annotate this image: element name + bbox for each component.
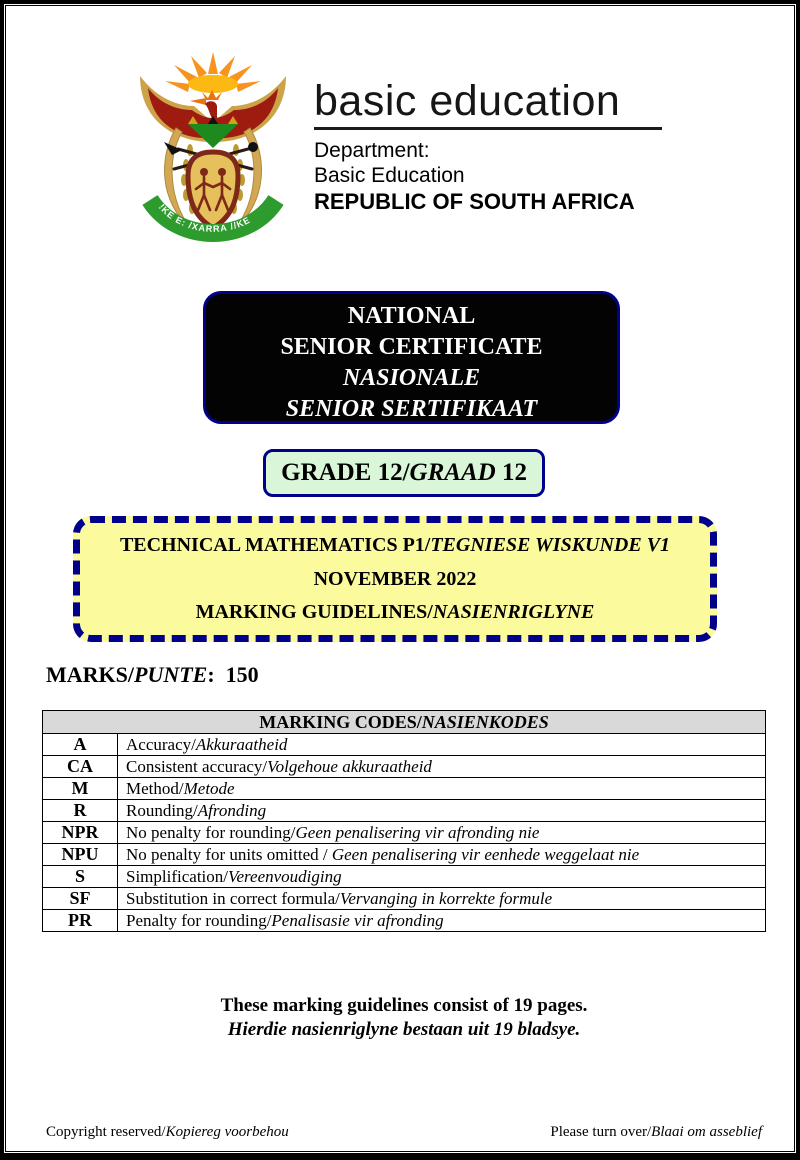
brand-underline [314,127,662,130]
exam-session: NOVEMBER 2022 [313,567,477,590]
table-row: S Simplification/Vereenvoudiging [43,866,766,888]
total-marks: MARKS/PUNTE: 150 [46,662,259,687]
certificate-line: SENIOR SERTIFIKAAT [285,396,538,422]
table-row: SF Substitution in correct formula/Vervanging in korrekte formule [43,888,766,910]
page-count-en: These marking guidelines consist of 19 pages. [220,995,588,1016]
document-type: MARKING GUIDELINES/NASIENRIGLYNE [195,601,595,624]
marks-value: : 150 [207,662,259,687]
copyright-notice: Copyright reserved/Kopiereg voorbehou [46,1124,289,1140]
page-footer [46,1124,762,1141]
turn-over-notice: Please turn over/Blaai om asseblief [550,1124,762,1140]
table-row: NPR No penalty for rounding/Geen penalisering vir afronding nie [43,822,766,844]
grade-label-en: GRADE 12/ [281,459,410,486]
table-row: PR Penalty for rounding/Penalisasie vir afronding [43,910,766,932]
marking-codes-table [42,710,766,932]
department-header [314,78,662,215]
grade-number: 12 [495,459,527,486]
table-row: NPU No penalty for units omitted / Geen penalisering vir eenhede weggelaat nie [43,844,766,866]
certificate-line: NATIONAL [347,303,476,329]
department-label: Department: [314,139,430,162]
logo-motto-text: !KE E: /XARRA //KE [156,202,253,234]
table-row: A Accuracy/Akkuraatheid [43,734,766,756]
certificate-line: NASIONALE [342,365,481,391]
certificate-title-box [203,291,620,424]
coat-of-arms-logo [132,50,294,250]
country-name: REPUBLIC OF SOUTH AFRICA [314,189,635,214]
table-row: R Rounding/Afronding [43,800,766,822]
certificate-line: SENIOR CERTIFICATE [280,334,543,360]
page-count-note [4,994,800,1042]
grade-label-af: GRAAD [409,459,496,486]
exam-title-box [73,516,717,642]
grade-box [263,449,545,497]
shield [188,152,238,228]
brand-wordmark: basic education [314,77,621,125]
table-header-row: MARKING CODES/NASIENKODES [43,711,766,734]
subject-title: TECHNICAL MATHEMATICS P1/TEGNIESE WISKUNDE V1 [119,533,671,556]
page-count-af: Hierdie nasienriglyne bestaan uit 19 bladsye. [227,1019,581,1040]
table-row: M Method/Metode [43,778,766,800]
table-row: CA Consistent accuracy/Volgehoue akkuraatheid [43,756,766,778]
department-name: Basic Education [314,164,465,187]
